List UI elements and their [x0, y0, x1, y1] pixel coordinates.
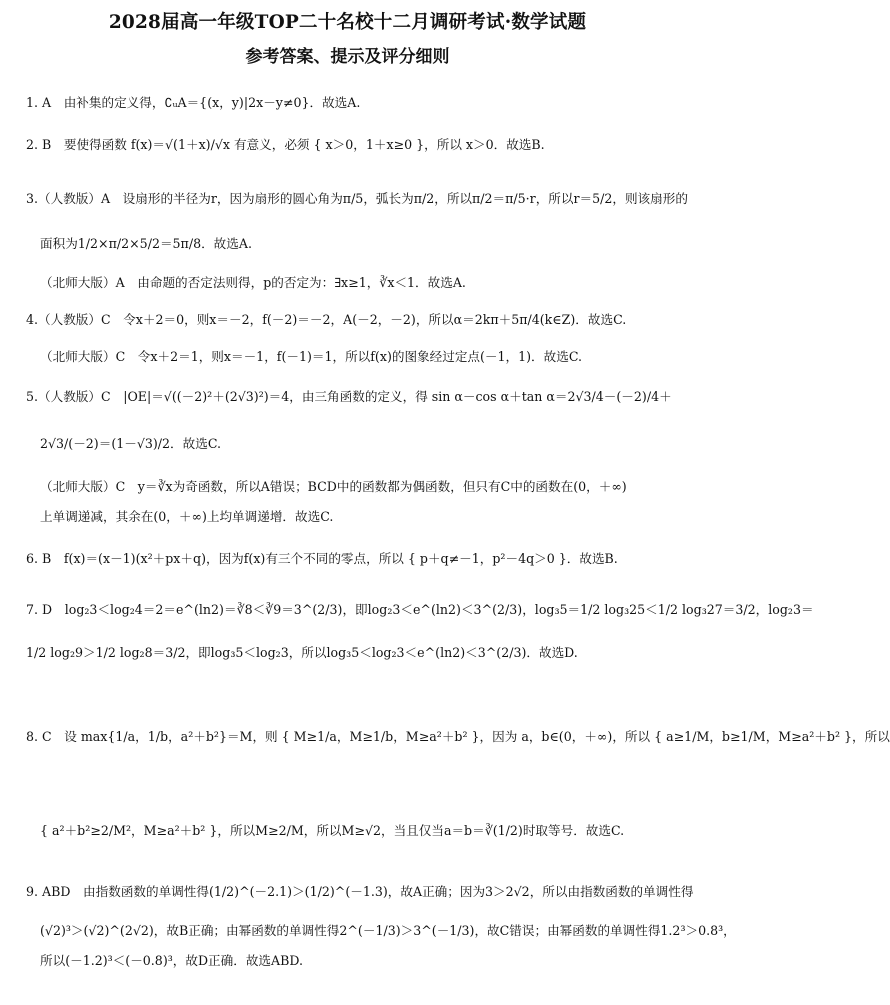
answer-line-4a: 4.（人教版）C 令x＋2＝0，则x＝－2，f(－2)＝－2，A(－2，－2)，所以α＝2kπ＋5π/4(k∈Z)．故选C.	[26, 312, 627, 327]
answer-line-4b: （北师大版）C 令x＋2＝1，则x＝－1，f(－1)＝1，所以f(x)的图象经过定点(－1，1)．故选C.	[40, 349, 583, 364]
answer-line-7b: 1/2 log₂9＞1/2 log₂8＝3/2，即log₃5＜log₂3，所以log₃5＜log₂3＜e^(ln2)＜3^(2/3)．故选D.	[26, 645, 578, 660]
answer-line-5d: 上单调递减，其余在(0，＋∞)上均单调递增．故选C.	[40, 509, 334, 524]
page-subtitle: 参考答案、提示及评分细则	[245, 47, 450, 67]
answer-line-9c: 所以(－1.2)³＜(－0.8)³，故D正确．故选ABD.	[40, 953, 304, 968]
page-title: 2028届高一年级TOP二十名校十二月调研考试·数学试题	[108, 12, 587, 33]
answer-line-5c: （北师大版）C y＝∛x为奇函数，所以A错误；BCD中的函数都为偶函数，但只有C中的函数在(0，＋∞)	[40, 479, 627, 494]
answer-line-7a: 7. D log₂3＜log₂4＝2＝e^(ln2)＝∛8＜∛9＝3^(2/3)，即log₂3＜e^(ln2)＜3^(2/3)，log₃5＝1/2 log₃25＜1/2 log₃27＝3/2，log₂3＝	[26, 602, 814, 617]
answer-line-9b: (√2)³＞(√2)^(2√2)，故B正确；由幂函数的单调性得2^(－1/3)＞3^(－1/3)，故C错误；由幂函数的单调性得1.2³＞0.8³，	[40, 923, 736, 938]
answer-line-8b: { a²＋b²≥2/M²，M≥a²＋b² }，所以M≥2/M，所以M≥√2，当且仅当a＝b＝∛(1/2)时取等号．故选C.	[40, 823, 625, 838]
answer-line-1: 1. A 由补集的定义得，∁ᵤA＝{(x，y)|2x－y≠0}．故选A.	[26, 95, 361, 110]
answer-line-9a: 9. ABD 由指数函数的单调性得(1/2)^(－2.1)＞(1/2)^(－1.3)，故A正确；因为3＞2√2，所以由指数函数的单调性得	[26, 884, 694, 899]
answer-line-3c: （北师大版）A 由命题的否定法则得，p的否定为：∃x≥1，∛x＜1．故选A.	[40, 275, 466, 290]
answer-line-3a: 3.（人教版）A 设扇形的半径为r，因为扇形的圆心角为π/5，弧长为π/2，所以π/2＝π/5·r，所以r＝5/2，则该扇形的	[26, 191, 688, 206]
answer-line-5b: 2√3/(－2)＝(1－√3)/2．故选C.	[40, 436, 222, 451]
answer-line-5a: 5.（人教版）C |OE|＝√((－2)²＋(2√3)²)＝4，由三角函数的定义，得 sin α－cos α＋tan α＝2√3/4－(－2)/4＋	[26, 389, 672, 404]
answer-line-8a: 8. C 设 max{1/a，1/b，a²＋b²}＝M，则 { M≥1/a，M≥1/b，M≥a²＋b² }，因为 a，b∈(0，＋∞)，所以 { a≥1/M，b≥1/M，M≥a²＋b² }，所以	[26, 729, 890, 744]
answer-line-6: 6. B f(x)＝(x－1)(x²＋px＋q)，因为f(x)有三个不同的零点，所以 { p＋q≠－1，p²－4q＞0 }．故选B.	[26, 551, 618, 566]
answer-line-3b: 面积为1/2×π/2×5/2＝5π/8．故选A.	[40, 236, 252, 251]
answer-line-2: 2. B 要使得函数 f(x)＝√(1＋x)/√x 有意义，必须 { x＞0，1＋x≥0 }，所以 x＞0．故选B.	[26, 137, 545, 152]
